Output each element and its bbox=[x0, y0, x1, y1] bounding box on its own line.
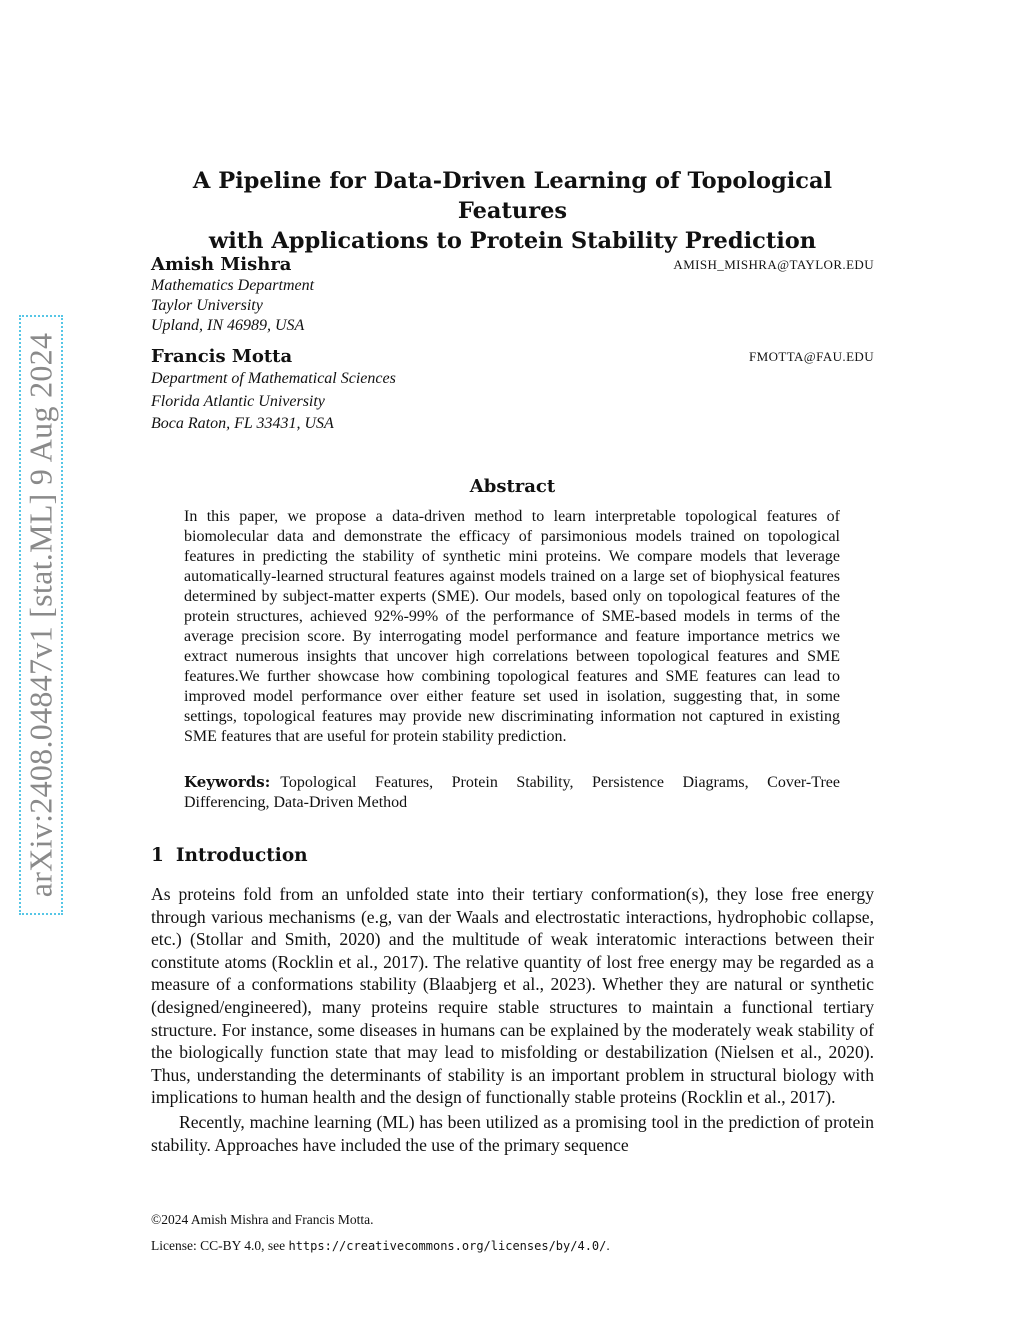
keywords-label: Keywords: bbox=[184, 773, 271, 791]
author-affiliation-line: Mathematics Department bbox=[151, 277, 315, 294]
author-email[interactable]: FMOTTA@FAU.EDU bbox=[749, 349, 874, 364]
section-heading bbox=[151, 845, 874, 866]
license-link[interactable]: https://creativecommons.org/licenses/by/4.0/ bbox=[288, 1239, 607, 1253]
author-block-2 bbox=[151, 346, 874, 436]
abstract-heading: Abstract bbox=[469, 476, 556, 497]
copyright-notice: ©2024 Amish Mishra and Francis Motta. bbox=[151, 1212, 374, 1227]
author-block-1 bbox=[151, 254, 874, 336]
author-name: Francis Motta bbox=[151, 346, 293, 367]
license-prefix: License: CC-BY 4.0, see bbox=[151, 1238, 289, 1253]
keywords-text: Topological Features, Protein Stability, Persistence Diagrams, Cover-Tree Differencing, Data-Driven Method bbox=[184, 774, 840, 811]
author-affiliation-line: Department of Mathematical Sciences bbox=[151, 370, 396, 387]
author-email[interactable]: AMISH_MISHRA@TAYLOR.EDU bbox=[673, 257, 874, 272]
paper-title-line-2: with Applications to Protein Stability Prediction bbox=[208, 228, 817, 254]
paper-title bbox=[151, 166, 874, 256]
license-suffix: . bbox=[606, 1238, 610, 1253]
body-paragraph: As proteins fold from an unfolded state into their tertiary conformation(s), they lose free energy through various mechanisms (e.g, van der Waals and electrostatic interactions, hydrophobic collapse, etc.) (Stollar and Smith, 2020) and the multitude of weak interatomic interactions between their constitute atoms (Rocklin et al., 2017). The relative quantity of lost free energy may be regarded as a measure of a conformations stability (Blaabjerg et al., 2023). Whether they are natural or synthetic (designed/engineered), many proteins require stable structures to maintain a functional tertiary structure. For instance, some diseases in humans can be explained by the moderately weak stability of the biologically function state that may lead to misfolding or destabilization (Nielsen et al., 2020). Thus, understanding the determinants of stability is an important problem in structural biology with implications to human health and the design of functionally stable proteins (Rocklin et al., 2017). bbox=[151, 884, 874, 1108]
body-paragraph: Recently, machine learning (ML) has been utilized as a promising tool in the prediction of protein stability. Approaches have included the use of the primary sequence bbox=[151, 1111, 874, 1155]
author-name: Amish Mishra bbox=[151, 254, 292, 275]
section-title: Introduction bbox=[175, 845, 308, 866]
author-affiliation-line: Florida Atlantic University bbox=[151, 392, 325, 410]
paper-title-line-1: A Pipeline for Data-Driven Learning of Topological Features bbox=[192, 168, 833, 224]
keywords bbox=[184, 772, 840, 813]
author-affiliation-line: Boca Raton, FL 33431, USA bbox=[151, 415, 334, 432]
abstract-text: In this paper, we propose a data-driven method to learn interpretable topological features of biomolecular data and demonstrate the efficacy of parsimonious models trained on topological features in predicting the stability of synthetic mini proteins. We compare models that leverage automatically-learned structural features against models trained on a large set of biophysical features determined by subject-matter experts (SME). Our models, based only on topological features of the protein structures, achieved 92%-99% of the performance of SME-based models in terms of the average precision score. By interrogating model performance and feature importance metrics we extract numerous insights that uncover high correlations between topological features and SME features.We further showcase how combining topological features and SME features can lead to improved model performance over either feature set used in isolation, suggesting that, in some settings, topological features may provide new discriminating information not captured in existing SME features that are useful for protein stability prediction. bbox=[184, 508, 840, 745]
section-number: 1 bbox=[151, 845, 164, 866]
arxiv-identifier: arXiv:2408.04847v1 [stat.ML] 9 Aug 2024 bbox=[22, 332, 59, 898]
author-affiliation-line: Taylor University bbox=[151, 297, 263, 314]
license-notice bbox=[151, 1238, 874, 1254]
arxiv-sidebar-stamp bbox=[19, 315, 63, 915]
author-affiliation-line: Upland, IN 46989, USA bbox=[151, 317, 305, 334]
body-text bbox=[151, 883, 874, 1156]
